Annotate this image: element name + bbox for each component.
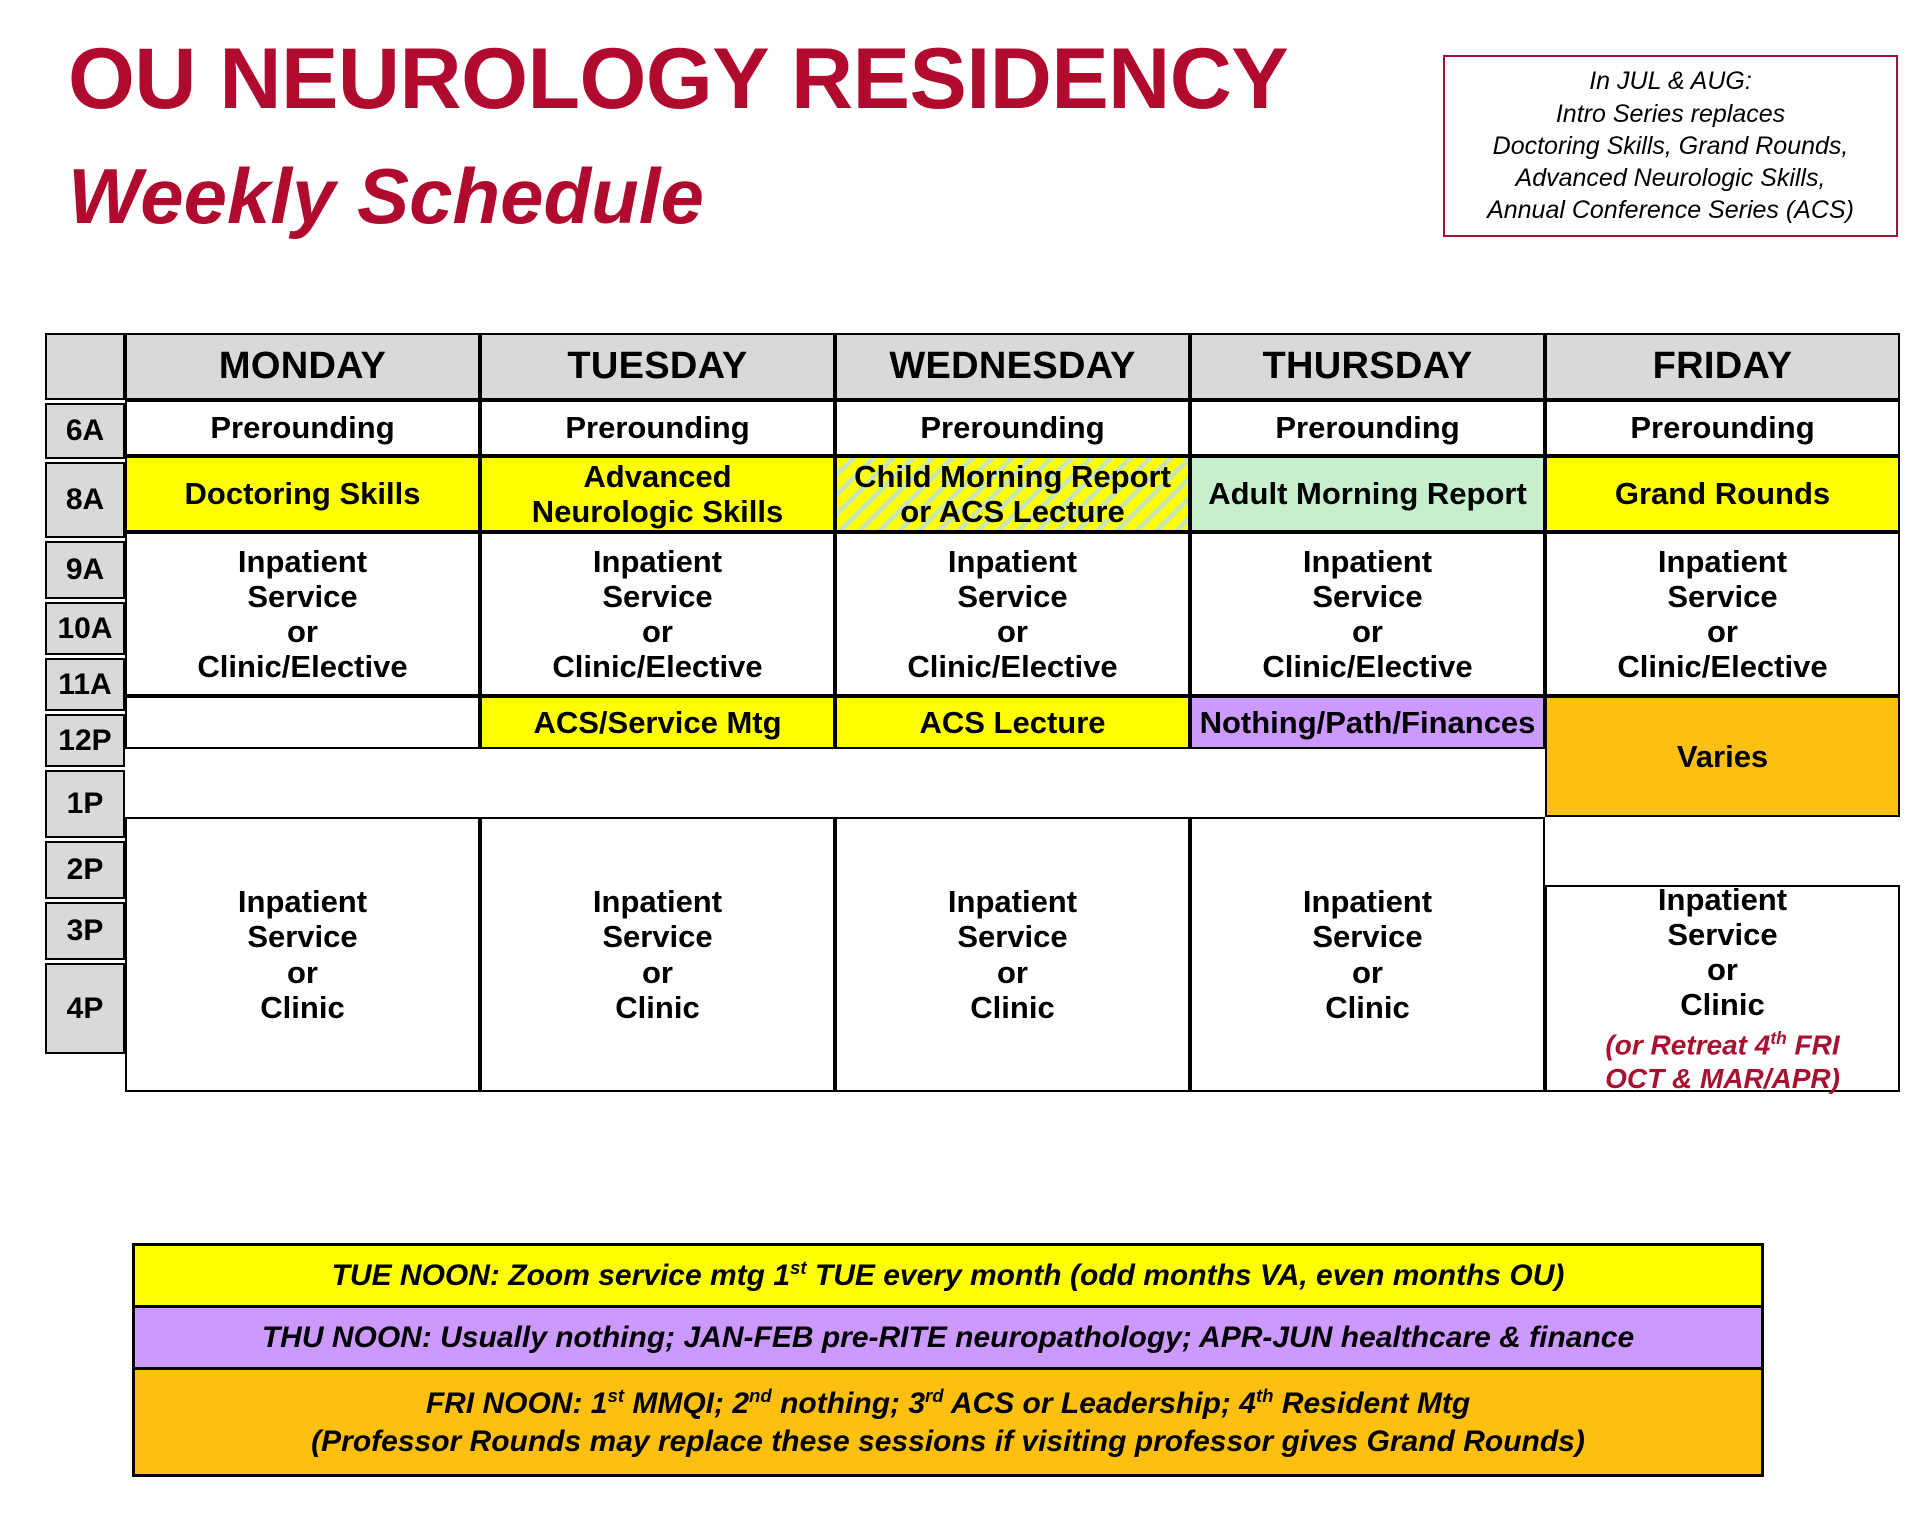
footer-line: (Professor Rounds may replace these sessions if visiting professor gives Grand Rounds) [311, 1424, 1585, 1458]
cell-line: Clinic/Elective [907, 649, 1118, 685]
schedule-cell-tuesday-12p [480, 696, 835, 749]
cell-line: or [1352, 614, 1383, 649]
schedule-cell-thursday-1p-4p [1190, 817, 1545, 1092]
cell-line: Inpatient [592, 884, 723, 920]
cell-line: Doctoring Skills [184, 476, 421, 512]
schedule-cell-thursday-12p [1190, 696, 1545, 749]
schedule-cell-tuesday-1p-4p [480, 817, 835, 1092]
cell-line: Advanced [583, 458, 732, 494]
footer-band-orange [132, 1367, 1764, 1477]
cell-line: ACS/Service Mtg [533, 704, 782, 740]
cell-line: Child Morning Report [854, 458, 1171, 494]
cell-line: or [642, 954, 673, 990]
time-label-9a: 9A [45, 541, 125, 599]
schedule-cell-tuesday-8a [480, 456, 835, 532]
ordinal-suffix: st [790, 1257, 807, 1279]
ordinal-suffix: th [1770, 1027, 1787, 1048]
schedule-cell-monday-12p [125, 696, 480, 749]
time-label-12p: 12P [45, 714, 125, 767]
schedule-cell-friday-8a [1545, 456, 1900, 532]
cell-line: or ACS Lecture [900, 494, 1125, 529]
cell-line: Prerounding [210, 410, 395, 446]
note-line: Doctoring Skills, Grand Rounds, [1492, 131, 1849, 160]
ordinal-suffix: th [1255, 1385, 1274, 1406]
cell-line: or [287, 954, 318, 990]
schedule-cell-friday-6a [1545, 400, 1900, 456]
cell-line: or [1707, 951, 1738, 987]
schedule-cell-thursday-6a [1190, 400, 1545, 456]
day-header-monday: MONDAY [125, 333, 480, 400]
cell-line: Service [602, 919, 713, 955]
cell-line: Clinic/Elective [1617, 649, 1828, 685]
cell-line: or [997, 614, 1028, 649]
time-label-3p: 3P [45, 902, 125, 960]
schedule-cell-friday-12p [1545, 696, 1900, 817]
schedule-cell-monday-9a-11a [125, 532, 480, 696]
day-header-thursday: THURSDAY [1190, 333, 1545, 400]
cell-line: Clinic [1680, 986, 1765, 1022]
time-label-8a: 8A [45, 462, 125, 538]
cell-line: Prerounding [1630, 410, 1815, 446]
schedule-cell-tuesday-6a [480, 400, 835, 456]
footer-line: TUE NOON: Zoom service mtg 1st TUE every month (odd months VA, even months OU) [331, 1257, 1565, 1293]
cell-line: Grand Rounds [1614, 476, 1831, 512]
day-header-wednesday: WEDNESDAY [835, 333, 1190, 400]
cell-line: Service [602, 578, 713, 614]
time-label-11a: 11A [45, 658, 125, 711]
footer-line: FRI NOON: 1st MMQI; 2nd nothing; 3rd ACS or Leadership; 4th Resident Mtg [425, 1385, 1471, 1420]
cell-line: Inpatient [947, 884, 1078, 920]
jul-aug-note-box [1443, 55, 1898, 237]
cell-line: Nothing/Path/Finances [1199, 704, 1536, 740]
cell-line: Inpatient [592, 543, 723, 579]
friday-retreat-note-line2: OCT & MAR/APR) [1605, 1062, 1840, 1094]
cell-line: or [642, 614, 673, 649]
cell-line: Inpatient [237, 884, 368, 920]
schedule-cell-monday-8a [125, 456, 480, 532]
cell-line: Adult Morning Report [1208, 476, 1527, 512]
note-line: In JUL & AUG: [1589, 67, 1752, 96]
note-line: Annual Conference Series (ACS) [1487, 196, 1854, 225]
cell-line: Prerounding [920, 410, 1105, 446]
cell-line: or [1352, 954, 1383, 990]
cell-line: Inpatient [237, 543, 368, 579]
cell-line: Inpatient [1302, 543, 1433, 579]
page-header [0, 0, 1920, 300]
friday-retreat-note [1605, 1028, 1840, 1096]
time-label-1p: 1P [45, 770, 125, 838]
ordinal-suffix: rd [925, 1385, 944, 1406]
cell-line: Clinic [615, 989, 700, 1025]
schedule-cell-wednesday-8a [835, 456, 1190, 532]
day-header-friday: FRIDAY [1545, 333, 1900, 400]
time-column [45, 333, 125, 1092]
schedule-cell-monday-1p-4p [125, 817, 480, 1092]
cell-line: Clinic [1325, 989, 1410, 1025]
footer-banners [132, 1243, 1764, 1477]
ordinal-suffix: nd [749, 1385, 772, 1406]
page-subtitle: Weekly Schedule [68, 152, 704, 240]
schedule-table [45, 333, 1900, 1092]
cell-line: Clinic [970, 989, 1055, 1025]
cell-line: Service [1312, 919, 1423, 955]
time-column-corner [45, 333, 125, 400]
cell-line: Service [1667, 916, 1778, 952]
page-title: OU NEUROLOGY RESIDENCY [68, 31, 1289, 127]
cell-line: Service [1312, 578, 1423, 614]
schedule-cell-thursday-9a-11a [1190, 532, 1545, 696]
note-line: Advanced Neurologic Skills, [1515, 164, 1826, 193]
cell-line: Service [957, 919, 1068, 955]
footer-band-purple [132, 1305, 1764, 1367]
schedule-cell-wednesday-6a [835, 400, 1190, 456]
cell-line: Service [247, 578, 358, 614]
cell-line: ACS Lecture [919, 704, 1106, 740]
title-block [68, 31, 1289, 240]
schedule-cell-thursday-8a [1190, 456, 1545, 532]
schedule-cell-wednesday-12p [835, 696, 1190, 749]
cell-line: Prerounding [1275, 410, 1460, 446]
cell-line: Clinic/Elective [552, 649, 763, 685]
time-label-4p: 4P [45, 963, 125, 1054]
cell-line: Inpatient [947, 543, 1078, 579]
schedule-cell-wednesday-9a-11a [835, 532, 1190, 696]
cell-line: Clinic/Elective [1262, 649, 1473, 685]
cell-line: Prerounding [565, 410, 750, 446]
schedule-cell-friday-9a-11a [1545, 532, 1900, 696]
cell-line: or [287, 614, 318, 649]
time-label-2p: 2P [45, 841, 125, 899]
cell-line: Inpatient [1302, 884, 1433, 920]
cell-line: or [1707, 614, 1738, 649]
cell-line: Inpatient [1657, 881, 1788, 917]
cell-line: Varies [1676, 738, 1769, 774]
footer-line: THU NOON: Usually nothing; JAN-FEB pre-RITE neuropathology; APR-JUN healthcare & finance [261, 1320, 1635, 1354]
note-line: Intro Series replaces [1555, 99, 1786, 128]
schedule-cell-friday-1p-4p [1545, 881, 1900, 1094]
cell-line: or [997, 954, 1028, 990]
time-label-6a: 6A [45, 403, 125, 459]
cell-line: Clinic/Elective [197, 649, 408, 685]
ordinal-suffix: st [607, 1385, 625, 1406]
footer-band-yellow [132, 1243, 1764, 1305]
schedule-cell-wednesday-1p-4p [835, 817, 1190, 1092]
cell-line: Service [247, 919, 358, 955]
cell-line: Clinic [260, 989, 345, 1025]
schedule-cell-tuesday-9a-11a [480, 532, 835, 696]
schedule-cell-monday-6a [125, 400, 480, 456]
day-header-tuesday: TUESDAY [480, 333, 835, 400]
cell-line: Inpatient [1657, 543, 1788, 579]
friday-retreat-note-line1: (or Retreat 4th FRI [1605, 1027, 1840, 1061]
cell-line: Service [1667, 578, 1778, 614]
cell-line: Service [957, 578, 1068, 614]
time-label-10a: 10A [45, 602, 125, 655]
cell-line: Neurologic Skills [531, 494, 784, 529]
